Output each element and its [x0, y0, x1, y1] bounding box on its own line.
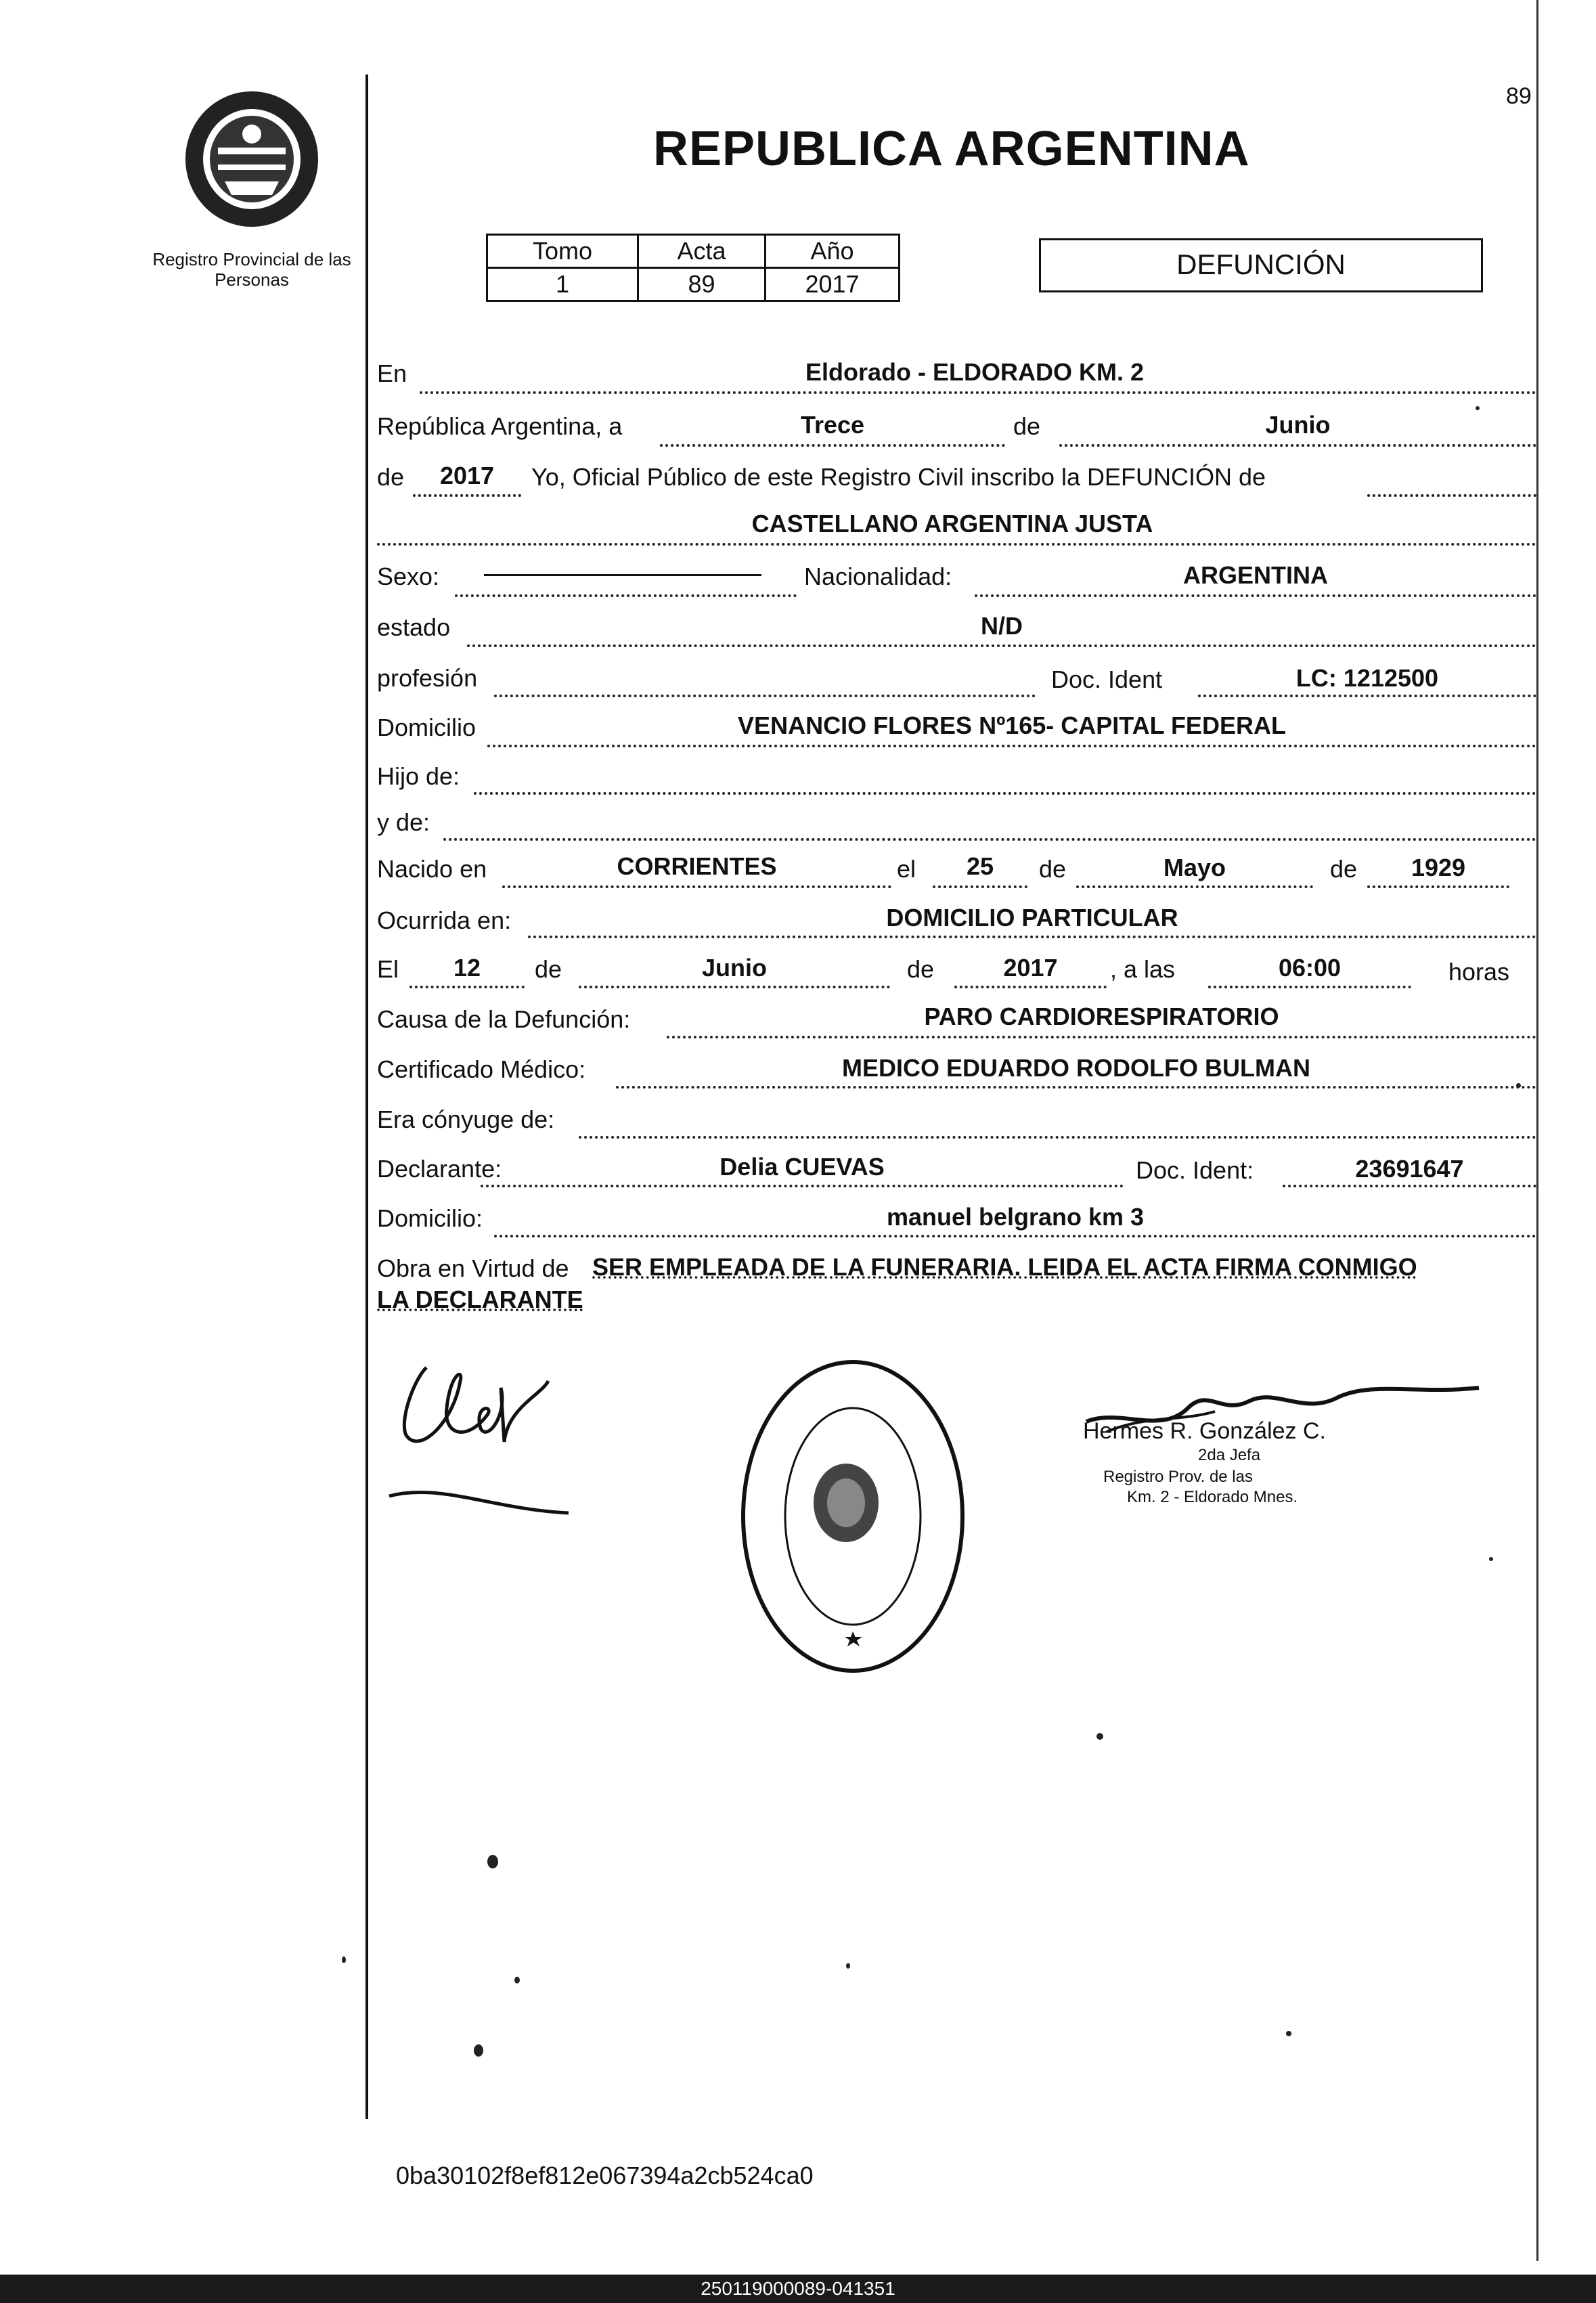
nac-anio-line: [1367, 885, 1509, 888]
scan-speck: [1489, 1557, 1493, 1561]
nac-anio: 1929: [1411, 854, 1466, 881]
scan-speck: [487, 1855, 498, 1868]
yde-label: y de:: [377, 808, 430, 836]
bottom-id-bar: [0, 2275, 1596, 2303]
estado-line: [467, 644, 1536, 647]
document-hash: 0ba30102f8ef812e067394a2cb524ca0: [396, 2162, 814, 2189]
doc-label: Doc. Ident: [1051, 665, 1163, 693]
scan-speck: [1096, 1733, 1103, 1740]
dia-line: [660, 444, 1005, 447]
registry-table: [486, 234, 900, 302]
nacido-label: Nacido en: [377, 855, 487, 883]
province-seal-icon: [177, 87, 326, 232]
deceased-name: CASTELLANO ARGENTINA JUSTA: [751, 510, 1153, 538]
nacido-lugar: CORRIENTES: [617, 852, 777, 880]
ocurrida-value: DOMICILIO PARTICULAR: [886, 904, 1178, 931]
declarante-value: Delia CUEVAS: [719, 1153, 885, 1181]
alas-label: , a las: [1110, 955, 1176, 983]
en-value: Eldorado - ELDORADO KM. 2: [805, 358, 1144, 386]
ocurrida-label: Ocurrida en:: [377, 906, 512, 934]
oficial-text: Yo, Oficial Público de este Registro Civil inscribo la DEFUNCIÓN de: [531, 463, 1266, 491]
de-label-5: de: [535, 955, 562, 983]
en-line: [420, 391, 1536, 394]
nacionalidad-value: ARGENTINA: [1183, 561, 1328, 589]
nacido-lugar-line: [502, 885, 891, 888]
profesion-label: profesión: [377, 664, 478, 692]
def-anio: 2017: [1003, 954, 1058, 982]
hijo-line: [474, 792, 1536, 795]
def-anio-line: [954, 986, 1107, 988]
registry-stamp: [738, 1357, 968, 1675]
horas-label: horas: [1448, 958, 1510, 986]
profesion-line: [494, 695, 1036, 697]
barcode-id: 250119000089-041351: [701, 2278, 895, 2299]
def-mes-line: [579, 986, 890, 988]
en-label: En: [377, 359, 407, 387]
mes-line: [1059, 444, 1536, 447]
scan-speck: [1516, 1083, 1521, 1088]
obra-value-1: SER EMPLEADA DE LA FUNERARIA. LEIDA EL ACTA FIRMA CONMIGO: [592, 1253, 1417, 1281]
domicilio2-value: manuel belgrano km 3: [886, 1203, 1145, 1231]
de-label-4: de: [1330, 855, 1358, 883]
hijo-label: Hijo de:: [377, 762, 460, 790]
estado-value: N/D: [981, 612, 1023, 640]
doc-value: LC: 1212500: [1295, 664, 1439, 692]
hora-line: [1208, 986, 1411, 988]
scan-speck: [1286, 2031, 1291, 2036]
ocurrida-line: [528, 936, 1536, 938]
certificado-label: Certificado Médico:: [377, 1055, 586, 1083]
scan-speck: [1476, 406, 1480, 410]
nombre-line: [377, 543, 1536, 546]
dia-texto: Trece: [800, 411, 865, 439]
act-type: DEFUNCIÓN: [1176, 248, 1346, 280]
mes-value: Junio: [1265, 411, 1331, 439]
de-label-6: de: [907, 955, 935, 983]
oval-stamp-icon: [738, 1357, 968, 1675]
de-label-2: de: [377, 463, 405, 491]
sexo-line: [455, 594, 797, 597]
sexo-label: Sexo:: [377, 563, 440, 590]
doc2-value: 23691647: [1355, 1155, 1464, 1183]
domicilio2-label: Domicilio:: [377, 1204, 483, 1232]
domicilio-value: VENANCIO FLORES Nº165- CAPITAL FEDERAL: [738, 711, 1286, 739]
act-type-box: [1039, 238, 1483, 292]
declarant-signature: [386, 1340, 575, 1530]
tomo-value: 1: [487, 268, 638, 301]
sexo-dash: [484, 574, 761, 576]
el-label: el: [897, 855, 916, 883]
tomo-header: Tomo: [487, 235, 638, 268]
def-mes: Junio: [702, 954, 767, 982]
estado-label: estado: [377, 613, 451, 641]
handwritten-signature-icon: [386, 1340, 575, 1530]
nac-mes: Mayo: [1163, 854, 1226, 881]
declarante-label: Declarante:: [377, 1155, 502, 1183]
registry-label: Registro Provincial de las Personas: [152, 249, 351, 290]
conyuge-label: Era cónyuge de:: [377, 1105, 555, 1133]
scan-speck: [514, 1977, 520, 1983]
causa-value: PARO CARDIORESPIRATORIO: [924, 1003, 1279, 1030]
registry-logo: [177, 87, 326, 232]
nac-dia-line: [933, 885, 1027, 888]
de-label-3: de: [1039, 855, 1067, 883]
official-name: Hermes R. González C.: [1083, 1418, 1326, 1444]
certificado-value: MEDICO EDUARDO RODOLFO BULMAN: [842, 1054, 1310, 1082]
anio-value: 2017: [766, 268, 900, 301]
official-office: Registro Prov. de las: [1103, 1468, 1253, 1486]
def-dia-line: [409, 986, 525, 988]
hora-value: 06:00: [1278, 954, 1342, 982]
nacionalidad-line: [975, 594, 1536, 597]
yde-line: [443, 838, 1536, 841]
left-margin-rule: [365, 74, 368, 2119]
declarante-line: [481, 1185, 1124, 1187]
conyuge-line: [579, 1136, 1536, 1139]
anio-value-text: 2017: [439, 462, 495, 489]
page-number: 89: [1506, 83, 1532, 109]
nacionalidad-label: Nacionalidad:: [804, 563, 952, 590]
anio-line: [413, 494, 521, 497]
acta-header: Acta: [638, 235, 766, 268]
doc2-line: [1283, 1185, 1536, 1187]
el-label-2: El: [377, 955, 399, 983]
oficial-line: [1367, 494, 1536, 497]
obra-label: Obra en Virtud de: [377, 1254, 569, 1282]
scan-speck: [474, 2044, 483, 2057]
nac-dia: 25: [966, 852, 994, 880]
scan-speck: [846, 1963, 850, 1969]
domicilio-label: Domicilio: [377, 714, 476, 741]
acta-value: 89: [638, 268, 766, 301]
nac-mes-line: [1076, 885, 1313, 888]
domicilio2-line: [494, 1235, 1536, 1237]
def-dia: 12: [453, 954, 481, 982]
doc2-label: Doc. Ident:: [1136, 1156, 1254, 1184]
official-location: Km. 2 - Eldorado Mnes.: [1127, 1488, 1298, 1506]
anio-header: Año: [766, 235, 900, 268]
domicilio-line: [487, 745, 1536, 747]
doc-line: [1198, 695, 1536, 697]
causa-label: Causa de la Defunción:: [377, 1005, 631, 1033]
official-title: 2da Jefa: [1198, 1446, 1261, 1464]
obra-value-2: LA DECLARANTE: [377, 1286, 583, 1313]
right-margin-rule: [1536, 0, 1538, 2261]
certificado-line: [616, 1086, 1536, 1089]
republica-label: República Argentina, a: [377, 412, 623, 440]
scan-speck: [342, 1956, 346, 1963]
de-label-1: de: [1013, 412, 1041, 440]
causa-line: [667, 1036, 1536, 1038]
document-title: REPUBLICA ARGENTINA: [653, 122, 1250, 176]
